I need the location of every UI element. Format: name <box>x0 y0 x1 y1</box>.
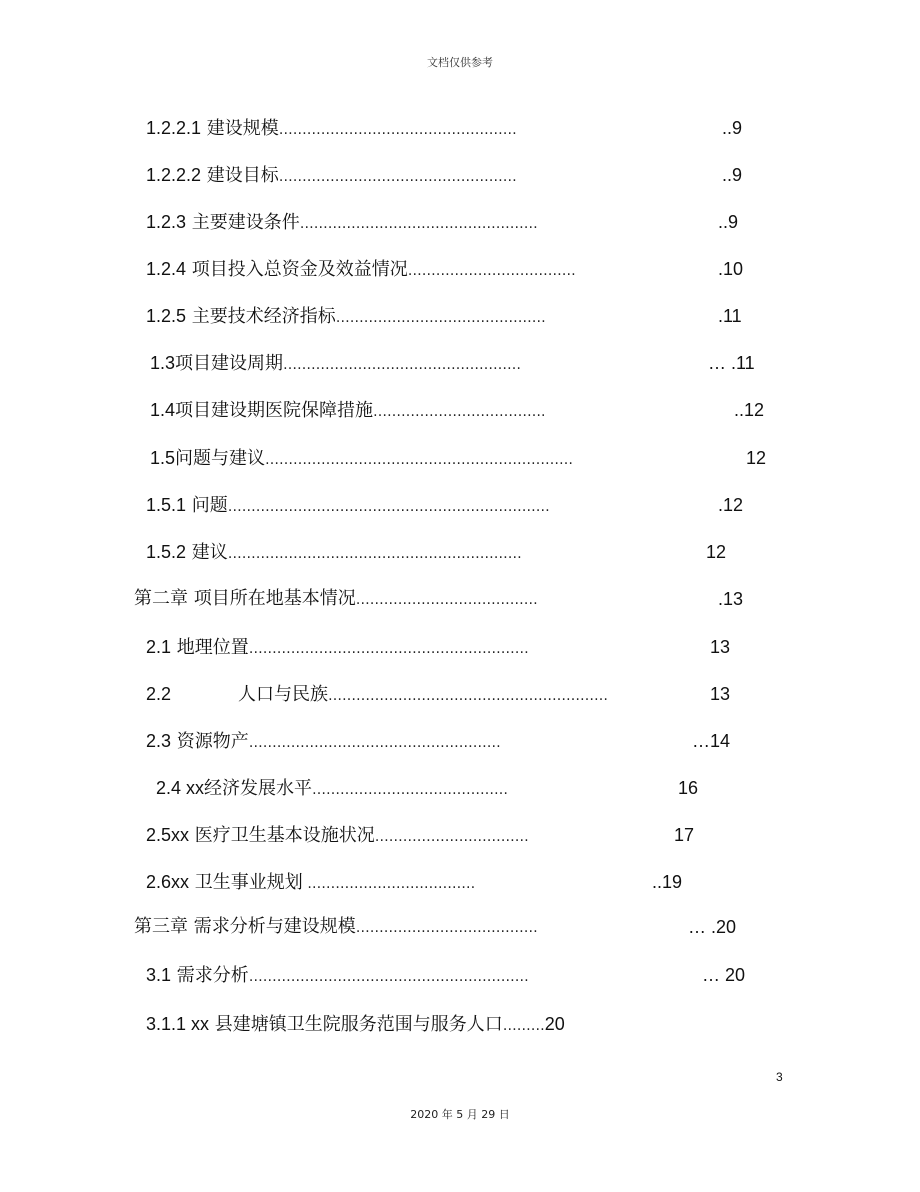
toc-number: 2.3 <box>146 731 172 751</box>
toc-number: 2.4 xx <box>156 778 205 798</box>
document-header: 文档仅供参考 <box>427 56 493 69</box>
toc-title: 需求分析 <box>176 965 249 986</box>
toc-page: .10 <box>718 259 744 279</box>
toc-entry <box>146 636 529 660</box>
toc-page: .13 <box>718 589 744 609</box>
toc-leader-dots: …………………………………………… <box>278 122 517 138</box>
toc-title: 县建塘镇卫生院服务范围与服务人口 <box>214 1014 503 1035</box>
toc-title: 卫生事业规划 <box>194 872 303 893</box>
toc-entry <box>134 916 538 939</box>
toc-entry <box>146 117 517 141</box>
toc-entry <box>146 164 517 188</box>
toc-leader-dots: …………………………………………………… <box>248 969 529 985</box>
toc-entry <box>146 494 550 518</box>
toc-title: 主要建设条件 <box>191 212 300 233</box>
toc-page: 13 <box>710 637 731 657</box>
toc-entry <box>156 777 508 801</box>
toc-entry <box>150 447 573 471</box>
toc-number: 2.1 <box>146 637 172 657</box>
toc-page: ..9 <box>722 118 743 138</box>
toc-leader-dots: …………………………………………… <box>278 169 517 185</box>
toc-page: 13 <box>710 684 731 704</box>
toc-leader-dots: ……………………………………………… <box>248 735 501 751</box>
toc-leader-dots: ………………………………… <box>355 920 538 936</box>
toc-leader-dots: ……………………………… <box>302 876 476 892</box>
toc-number: 1.4 <box>150 400 176 420</box>
toc-page: 12 <box>706 542 727 562</box>
toc-entry <box>146 211 538 235</box>
toc-page: ..19 <box>652 872 683 892</box>
toc-title: 问题与建议 <box>175 448 266 469</box>
toc-number: 1.5 <box>150 448 176 468</box>
toc-number: 1.5.1 <box>146 495 187 515</box>
toc-leader-dots: …………………………………………………………… <box>227 499 550 515</box>
toc-title: 问题 <box>191 495 228 516</box>
toc-title: 资源物产 <box>176 731 249 752</box>
toc-page: .12 <box>718 495 744 515</box>
toc-number: 1.5.2 <box>146 542 187 562</box>
toc-title: 建设规模 <box>206 118 279 139</box>
toc-page: .11 <box>718 306 742 326</box>
toc-page: 17 <box>674 825 695 845</box>
toc-title: 地理位置 <box>176 637 249 658</box>
toc-leader-dots: …………………………… <box>374 829 529 845</box>
toc-page: 12 <box>746 448 767 468</box>
toc-page: … .11 <box>708 353 755 373</box>
toc-entry <box>134 588 538 611</box>
toc-entry <box>146 305 546 329</box>
toc-leader-dots: ………………………………. <box>373 404 546 420</box>
toc-number: 第二章 <box>134 588 188 609</box>
toc-number: 1.2.5 <box>146 306 187 326</box>
toc-entry <box>146 964 529 988</box>
toc-leader-dots: ……………………………… <box>407 263 576 279</box>
toc-number: 2.6xx <box>146 872 190 892</box>
toc-page: … 20 <box>702 965 746 985</box>
toc-entry <box>146 258 576 282</box>
toc-leader-dots: …………………………………………… <box>299 216 538 232</box>
toc-leader-dots: …………………………………… <box>312 782 509 798</box>
toc-title: 医疗卫生基本设施状况 <box>194 825 375 846</box>
toc-leader-dots: …………………………………………………… <box>328 688 608 704</box>
toc-entry <box>146 541 522 565</box>
toc-page: 16 <box>678 778 699 798</box>
toc-number: 第三章 <box>134 916 188 937</box>
toc-entry <box>146 683 608 707</box>
toc-number: 3.1 <box>146 965 172 985</box>
toc-page: ..12 <box>734 400 765 420</box>
toc-leader-dots: ……………………………………………………… <box>227 546 522 562</box>
toc-leader-dots: ……… <box>502 1018 545 1034</box>
toc-title: 项目建设期医院保障措施 <box>175 400 374 421</box>
toc-title: 项目建设周期 <box>175 353 284 374</box>
toc-title: 需求分析与建设规模 <box>193 916 356 937</box>
toc-entry <box>150 399 545 423</box>
toc-page: …14 <box>692 731 731 751</box>
footer-date: 2020 年 5 月 29 日 <box>410 1108 510 1121</box>
toc-page: … .20 <box>688 917 737 937</box>
page-number: 3 <box>776 1070 783 1084</box>
toc-number: 1.3 <box>150 353 176 373</box>
toc-number: 1.2.4 <box>146 259 187 279</box>
toc-title: 建议 <box>191 542 228 563</box>
toc-number: 2.2 <box>146 684 172 704</box>
toc-leader-dots: …………………………………………… <box>283 357 522 373</box>
toc-leader-dots: ………………………………… <box>355 592 538 608</box>
toc-title: 经济发展水平 <box>204 778 313 799</box>
toc-leader-dots: …………………………………………………… <box>248 641 529 657</box>
toc-number: 2.5xx <box>146 825 190 845</box>
toc-entry <box>150 352 521 376</box>
toc-title: 人口与民族 <box>238 684 328 705</box>
toc-number: 1.2.3 <box>146 212 187 232</box>
toc-title: 主要技术经济指标 <box>191 306 336 327</box>
toc-entry <box>146 824 529 848</box>
toc-page: 20 <box>544 1014 565 1034</box>
toc-leader-dots: ………………………………………………………… <box>265 452 574 468</box>
toc-leader-dots: ……………………………………… <box>335 310 546 326</box>
toc-page: ..9 <box>722 165 743 185</box>
toc-title: 建设目标 <box>206 165 279 186</box>
toc-entry <box>146 730 501 754</box>
toc-number: 1.2.2.2 <box>146 165 202 185</box>
toc-page: ..9 <box>718 212 739 232</box>
toc-number: 3.1.1 xx <box>146 1014 210 1034</box>
toc-title: 项目投入总资金及效益情况 <box>191 259 408 280</box>
toc-number: 1.2.2.1 <box>146 118 202 138</box>
toc-title: 项目所在地基本情况 <box>193 588 356 609</box>
toc-entry <box>146 1013 565 1037</box>
toc-entry <box>146 871 475 895</box>
